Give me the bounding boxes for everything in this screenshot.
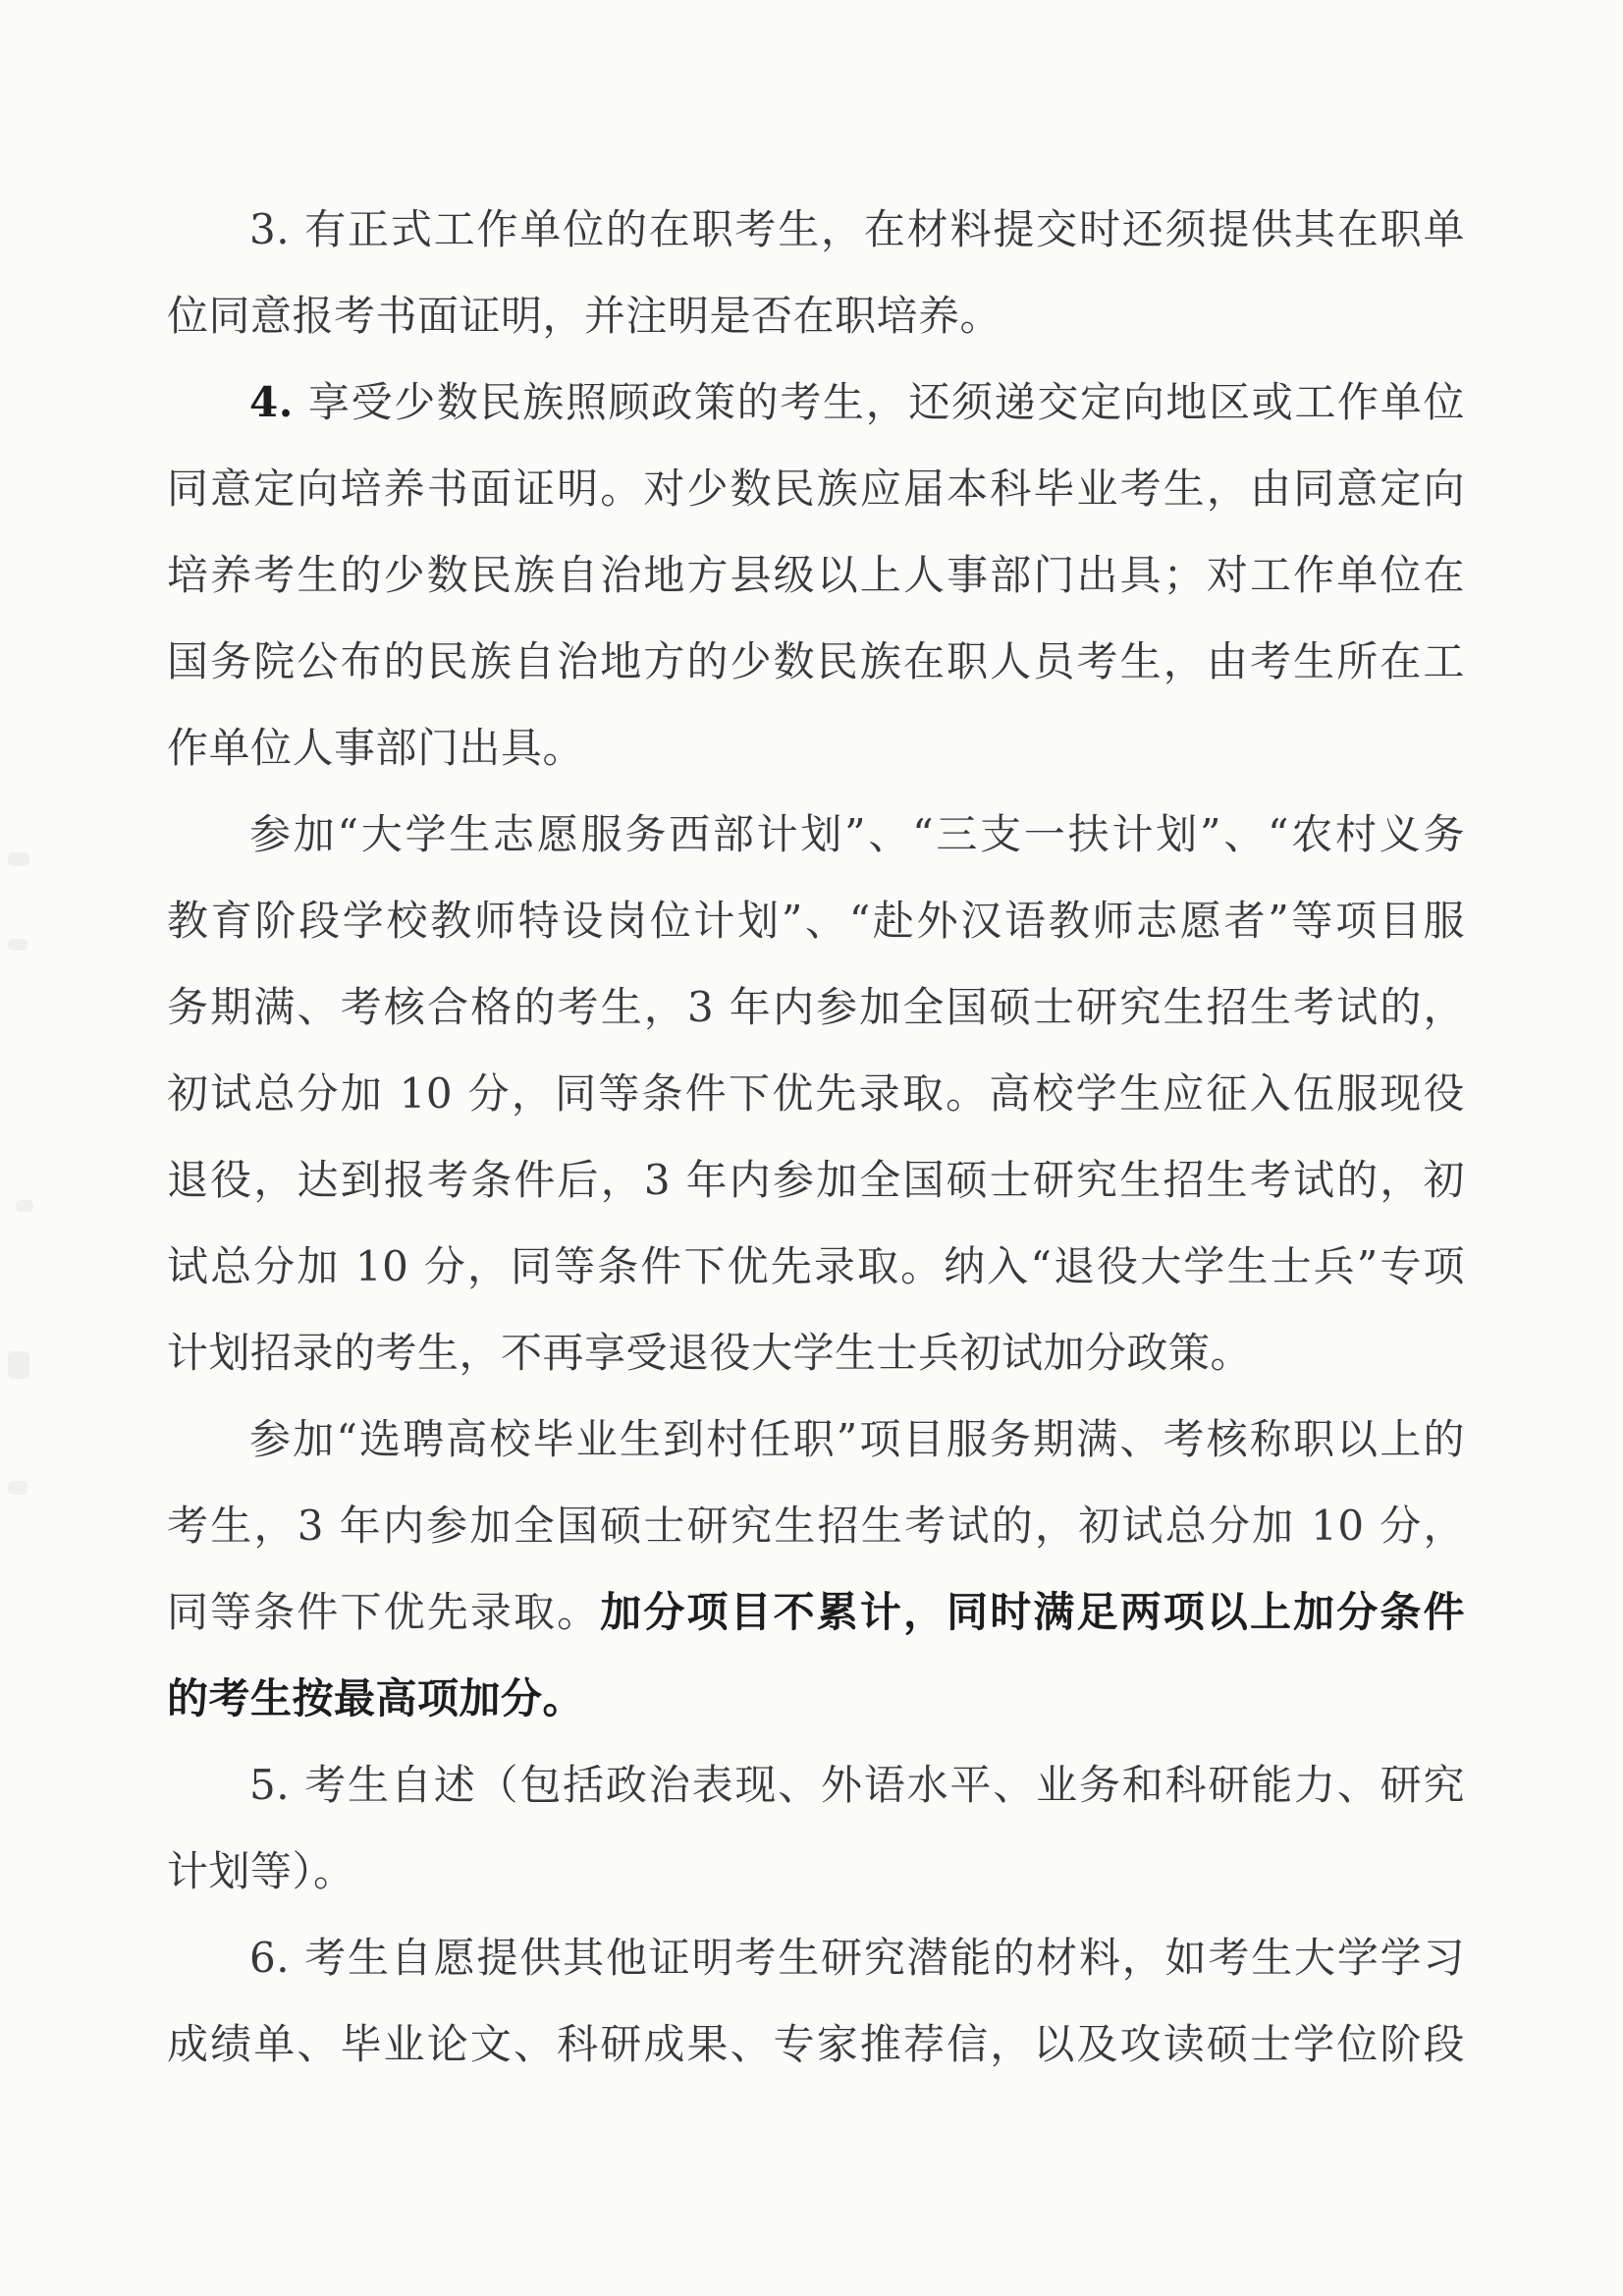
text-line-item6-2: 成绩单、毕业论文、科研成果、专家推荐信，以及攻读硕士学位阶段 (167, 2020, 1465, 2068)
text-line-item4-1 (167, 359, 1465, 446)
village-line3-regular: 同等条件下优先录取。 (167, 1588, 601, 1636)
text-line-village-4: 的考生按最高项加分。 (167, 1674, 585, 1722)
text-line-service-1: 参加“大学生志愿服务西部计划”、“三支一扶计划”、“农村义务 (249, 810, 1465, 858)
scan-artifact (8, 1351, 29, 1379)
scan-artifact (16, 1200, 33, 1212)
text-line-service-3: 务期满、考核合格的考生，3 年内参加全国硕士研究生招生考试的， (167, 983, 1465, 1031)
text-line-village-2: 考生，3 年内参加全国硕士研究生招生考试的，初试总分加 10 分， (167, 1502, 1465, 1550)
text-line-item5-2: 计划等）。 (167, 1847, 355, 1895)
text-line-service-7: 计划招录的考生，不再享受退役大学生士兵初试加分政策。 (167, 1329, 1253, 1377)
text-line-item4-2: 同意定向培养书面证明。对少数民族应届本科毕业考生，由同意定向 (167, 465, 1465, 513)
text-line-service-5: 退役，达到报考条件后，3 年内参加全国硕士研究生招生考试的，初 (167, 1156, 1465, 1204)
text-line-item6-1: 6. 考生自愿提供其他证明考生研究潜能的材料，如考生大学学习 (249, 1934, 1465, 1982)
text-line-service-4: 初试总分加 10 分，同等条件下优先录取。高校学生应征入伍服现役 (167, 1069, 1465, 1118)
text-line-item3-2: 位同意报考书面证明，并注明是否在职培养。 (167, 292, 1002, 340)
text-line-item5-1: 5. 考生自述（包括政治表现、外语水平、业务和科研能力、研究 (249, 1761, 1465, 1809)
document-body (167, 187, 1465, 2088)
text-line-item4-4: 国务院公布的民族自治地方的少数民族在职人员考生，由考生所在工 (167, 637, 1465, 685)
village-line3-bold: 加分项目不累计，同时满足两项以上加分条件 (600, 1588, 1465, 1636)
text-line-service-6: 试总分加 10 分，同等条件下优先录取。纳入“退役大学生士兵”专项 (167, 1242, 1465, 1290)
item4-number: 4. (249, 378, 294, 426)
text-line-item4-5: 作单位人事部门出具。 (167, 724, 585, 772)
scan-artifact (8, 939, 27, 951)
text-line-service-2: 教育阶段学校教师特设岗位计划”、“赴外汉语教师志愿者”等项目服 (167, 897, 1465, 945)
scan-artifact (8, 852, 29, 866)
text-line-village-1: 参加“选聘高校毕业生到村任职”项目服务期满、考核称职以上的 (249, 1415, 1465, 1463)
text-line-item4-3: 培养考生的少数民族自治地方县级以上人事部门出具；对工作单位在 (167, 551, 1465, 599)
text-line-village-3 (167, 1569, 1465, 1656)
scan-artifact (8, 1481, 27, 1495)
text-line-item3-1: 3. 有正式工作单位的在职考生，在材料提交时还须提供其在职单 (249, 205, 1465, 253)
item4-line1-text: 享受少数民族照顾政策的考生，还须递交定向地区或工作单位 (293, 378, 1465, 426)
